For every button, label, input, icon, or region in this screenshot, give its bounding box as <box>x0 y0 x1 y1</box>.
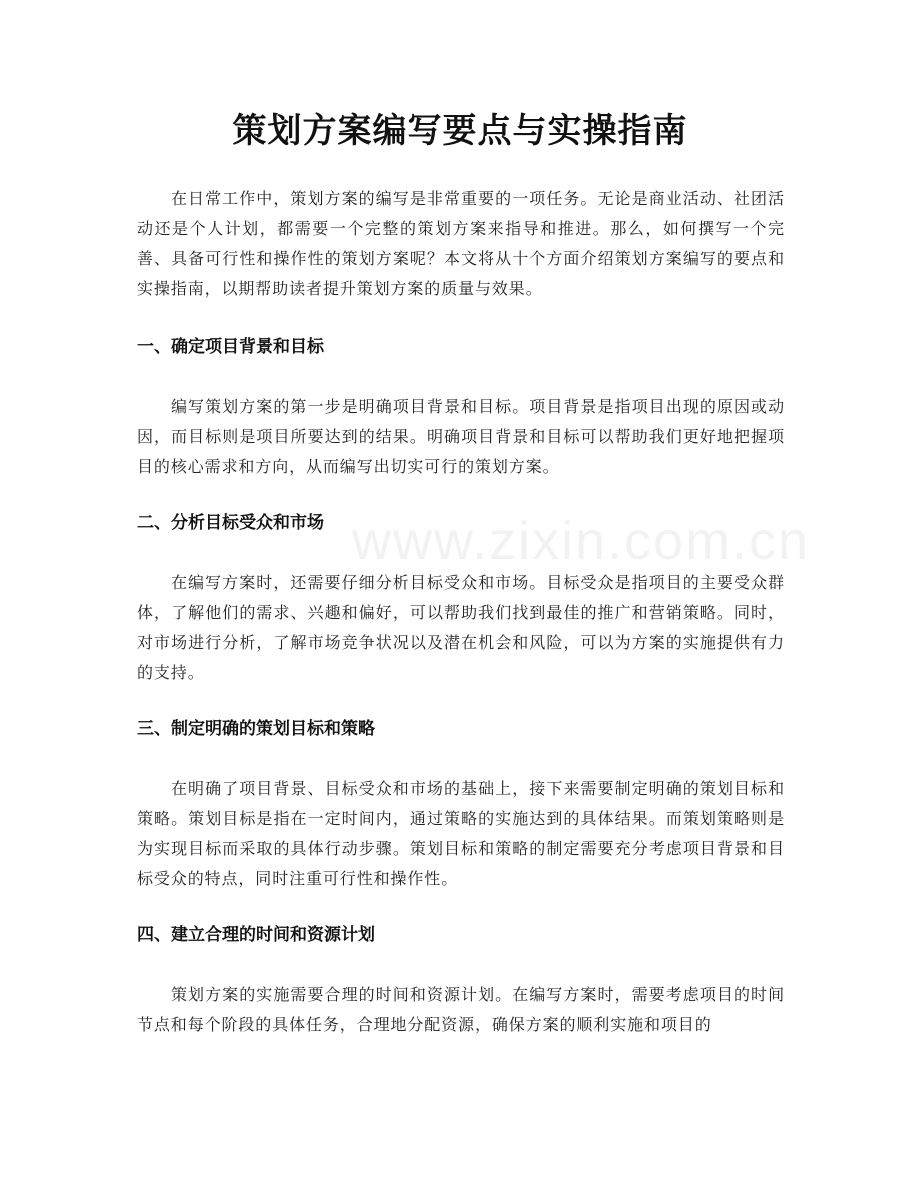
section-paragraph-4: 策划方案的实施需要合理的时间和资源计划。在编写方案时，需要考虑项目的时间节点和每个阶段的具体任务，合理地分配资源，确保方案的顺利实施和项目的 <box>137 985 785 1034</box>
watermark-text: www.zixin.com.cn <box>352 511 811 571</box>
document-title: 策划方案编写要点与实操指南 <box>232 111 688 151</box>
section-heading-3: 三、制定明确的策划目标和策略 <box>137 719 375 739</box>
section-paragraph-1: 编写策划方案的第一步是明确项目背景和目标。项目背景是指项目出现的原因或动因，而目标则是项目所要达到的结果。明确项目背景和目标可以帮助我们更好地把握项目的核心需求和方向，从而编写出切实可行的策划方案。 <box>137 397 785 476</box>
section-paragraph-3: 在明确了项目背景、目标受众和市场的基础上，接下来需要制定明确的策划目标和策略。策划目标是指在一定时间内，通过策略的实施达到的具体结果。而策划策略则是为实现目标而采取的具体行动步骤。策划目标和策略的制定需要充分考虑项目背景和目标受众的特点，同时注重可行性和操作性。 <box>137 779 785 888</box>
section-heading-4: 四、建立合理的时间和资源计划 <box>137 925 375 945</box>
section-paragraph-2: 在编写方案时，还需要仔细分析目标受众和市场。目标受众是指项目的主要受众群体，了解他们的需求、兴趣和偏好，可以帮助我们找到最佳的推广和营销策略。同时，对市场进行分析，了解市场竞争状况以及潜在机会和风险，可以为方案的实施提供有力的支持。 <box>137 573 785 682</box>
intro-paragraph: 在日常工作中，策划方案的编写是非常重要的一项任务。无论是商业活动、社团活动还是个人计划，都需要一个完整的策划方案来指导和推进。那么，如何撰写一个完善、具备可行性和操作性的策划方案呢？本文将从十个方面介绍策划方案编写的要点和实操指南，以期帮助读者提升策划方案的质量与效果。 <box>137 189 785 298</box>
document-body <box>137 184 785 1040</box>
section-heading-2: 二、分析目标受众和市场 <box>137 513 324 533</box>
section-heading-1: 一、确定项目背景和目标 <box>137 337 324 357</box>
